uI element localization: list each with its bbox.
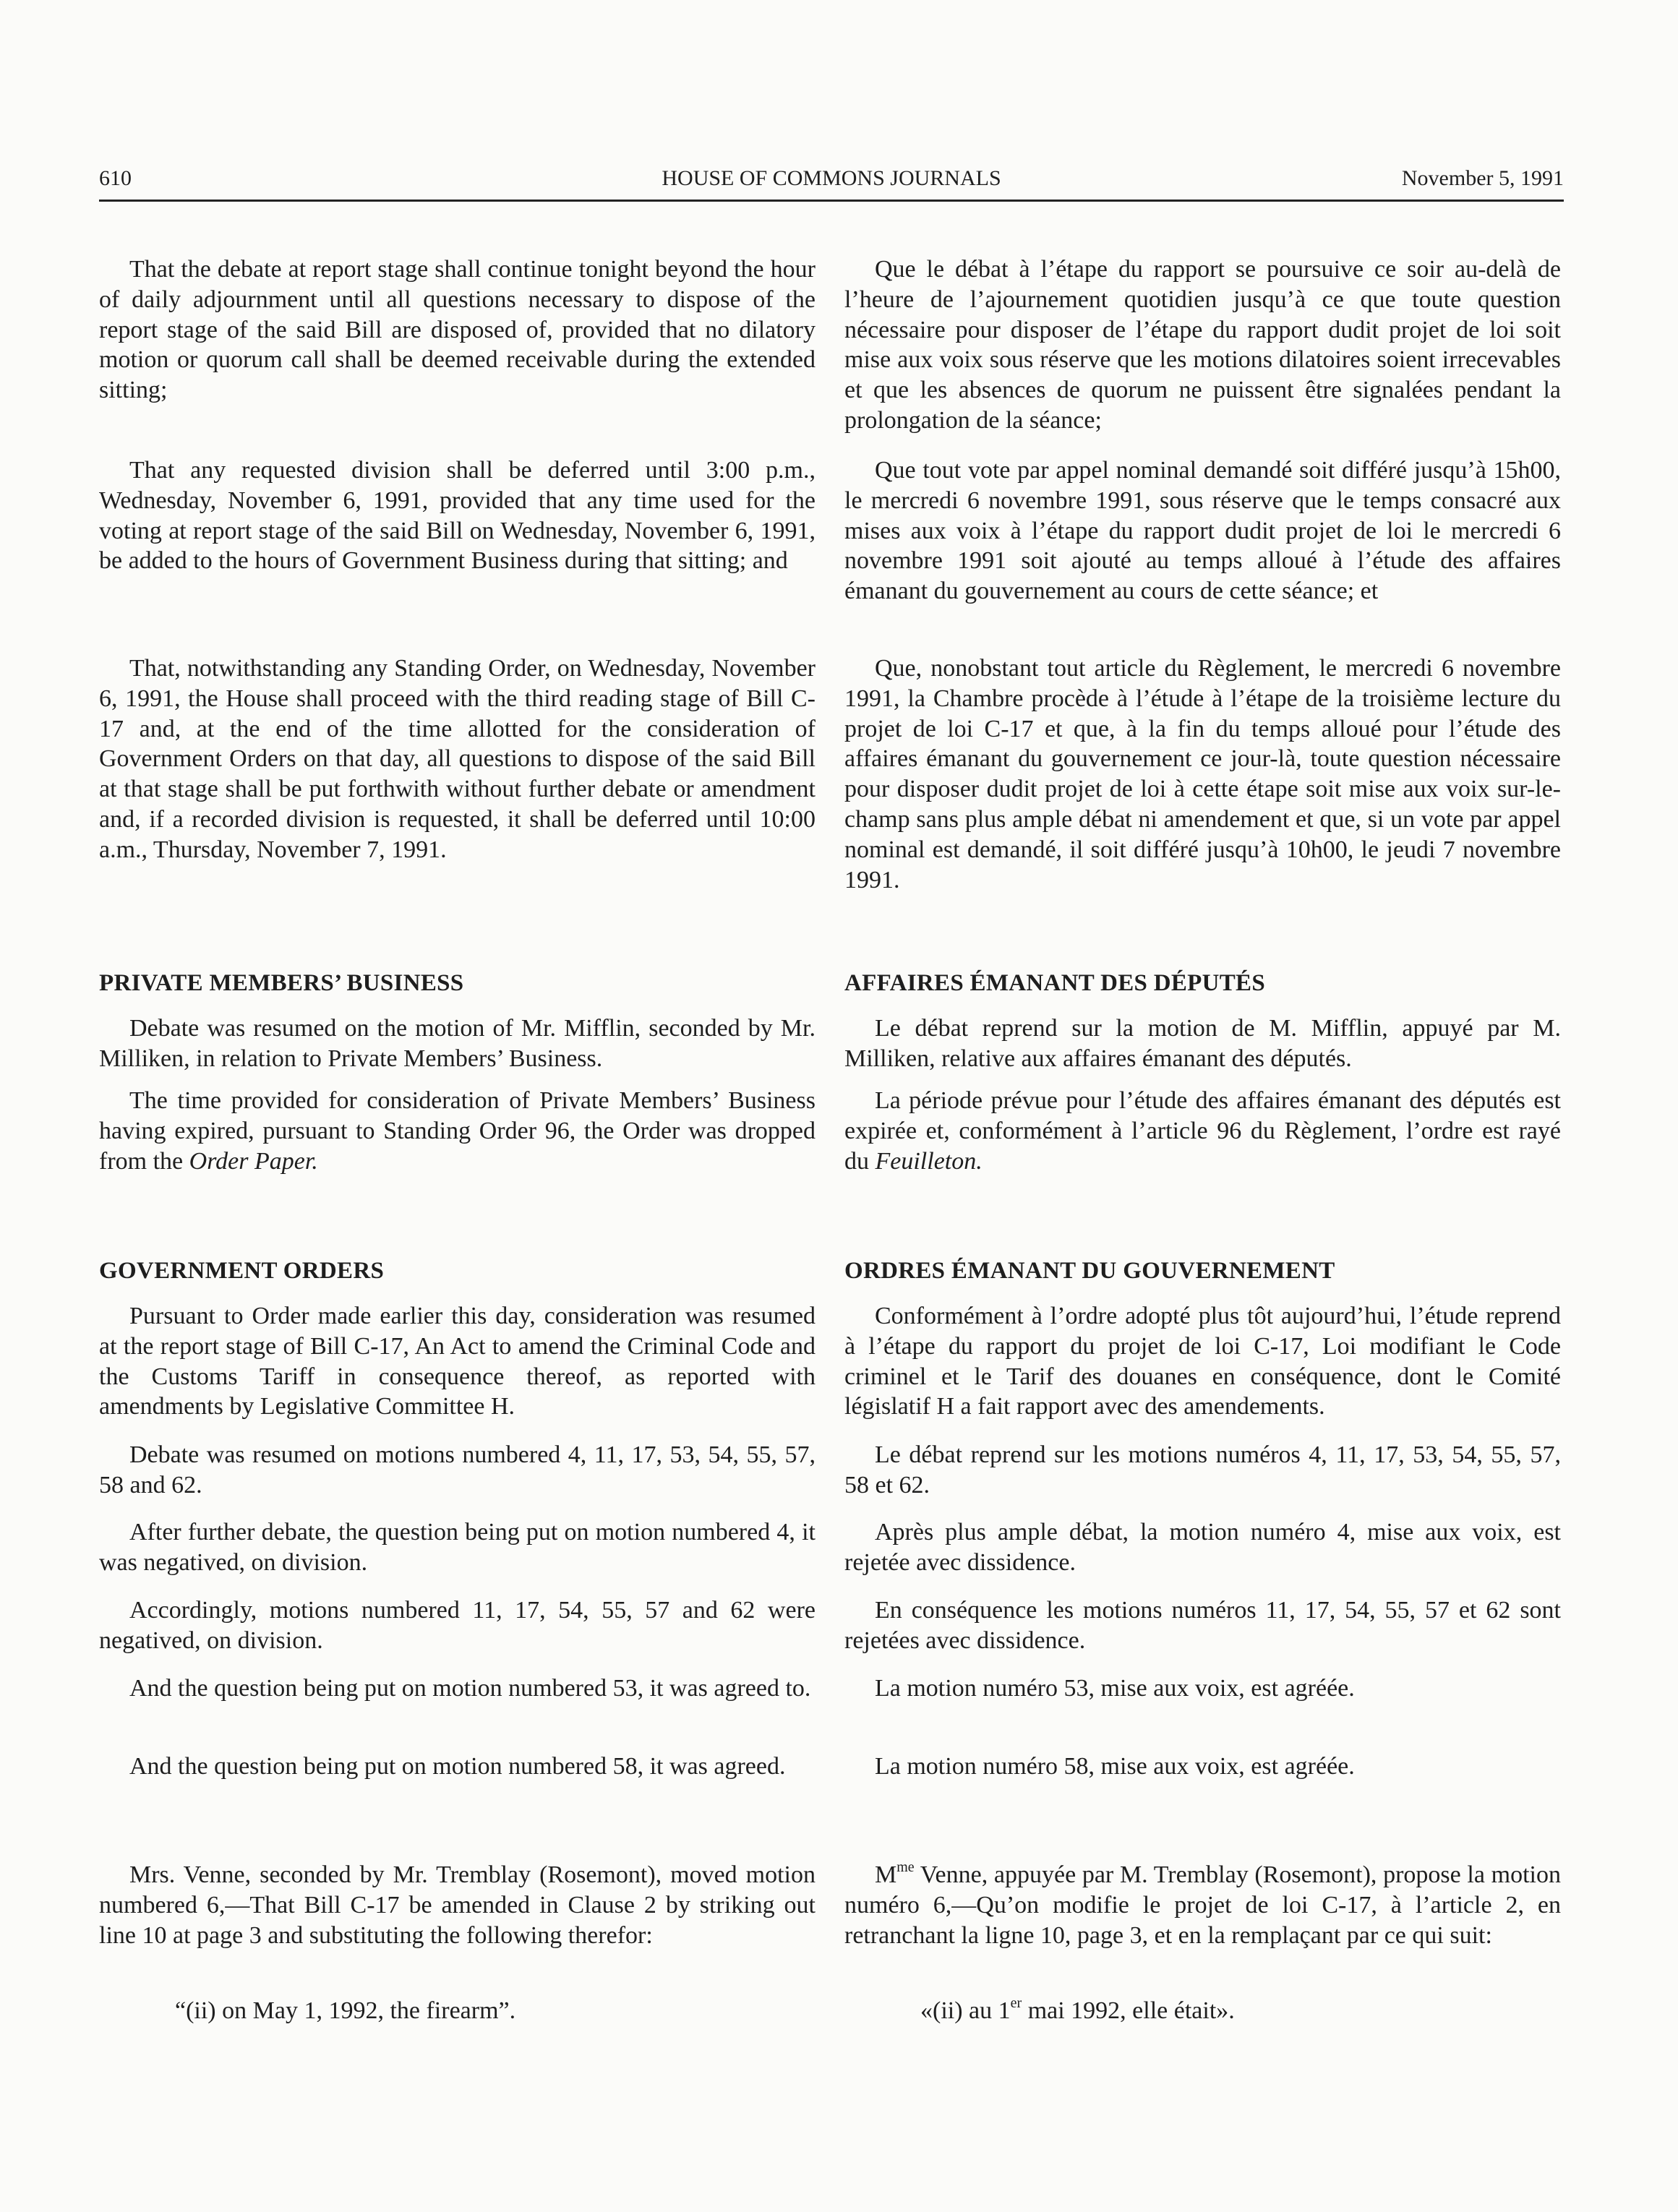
venne-motion-text-fr: Venne, appuyée par M. Tremblay (Rosemont), propose la motion numéro 6,—Qu’on modifie le projet de loi C-17, à l’article 2, en retranchant la ligne 10, page 3, et en la remplaçant par ce qui suit: [844, 1861, 1561, 1949]
journal-title: HOUSE OF COMMONS JOURNALS [662, 166, 1001, 190]
section-heading-government-orders-fr: ORDRES ÉMANANT DU GOUVERNEMENT [844, 1258, 1335, 1284]
title-superscript: me [896, 1859, 915, 1875]
gov-motion53-paragraph-fr: La motion numéro 53, mise aux voix, est agréée. [875, 1675, 1355, 1702]
quote-superscript: er [1010, 1995, 1022, 2011]
title-m: M [875, 1861, 897, 1888]
gov-motion53-paragraph: And the question being put on motion numbered 53, it was agreed to. [129, 1675, 811, 1702]
gov-motion58-paragraph: And the question being put on motion numbered 58, it was agreed. [129, 1753, 786, 1780]
running-header [99, 163, 1564, 202]
section-heading-private-members: PRIVATE MEMBERS’ BUSINESS [99, 970, 464, 996]
order-paper-title: Order Paper. [189, 1147, 318, 1175]
amendment-quote-fr [920, 1996, 1235, 2026]
header-date: November 5, 1991 [1401, 166, 1564, 190]
section-heading-private-members-fr: AFFAIRES ÉMANANT DES DÉPUTÉS [844, 970, 1266, 996]
gov-motion4-paragraph-fr: Après plus ample débat, la motion numéro 4, mise aux voix, est rejetée avec dissidence. [844, 1519, 1561, 1576]
third-reading-paragraph: That, notwithstanding any Standing Order, on Wednesday, November 6, 1991, the House shall proceed with the third reading stage of Bill C-17 and, at the end of the time allotted for the consideration of Government Orders on that day, all questions to dispose of the said Bill at that stage shall be put forthwith without further debate or amendment and, if a recorded division is requested, it shall be deferred until 10:00 a.m., Thursday, November 7, 1991. [99, 655, 816, 863]
pmb-debate-paragraph: Debate was resumed on the motion of Mr. Mifflin, seconded by Mr. Milliken, in relation to Private Members’ Business. [99, 1015, 816, 1072]
section-heading-government-orders: GOVERNMENT ORDERS [99, 1258, 385, 1284]
report-stage-paragraph-fr: Que le débat à l’étape du rapport se poursuive ce soir au-delà de l’heure de l’ajournement quotidien jusqu’à ce que toute question nécessaire pour disposer de l’étape du rapport dudit projet de loi soit mise aux voix sous réserve que les motions dilatoires soient irrecevables et que les absences de quorum ne puissent être signalées pendant la prolongation de la séance; [844, 256, 1561, 434]
pmb-debate-paragraph-fr: Le débat reprend sur la motion de M. Mifflin, appuyé par M. Milliken, relative aux affaires émanant des députés. [844, 1015, 1561, 1072]
pmb-expired-paragraph [99, 1086, 816, 1176]
pmb-expired-paragraph-fr [844, 1086, 1561, 1176]
report-stage-paragraph: That the debate at report stage shall continue tonight beyond the hour of daily adjournment until all questions necessary to dispose of the report stage of the said Bill are disposed of, provided that no dilatory motion or quorum call shall be deemed receivable during the extended sitting; [99, 256, 816, 404]
gov-resumed-paragraph-fr: Conformément à l’ordre adopté plus tôt aujourd’hui, l’étude reprend à l’étape du rapport du projet de loi C-17, Loi modifiant le Code criminel et le Tarif des douanes en conséquence, dont le Comité législatif H a fait rapport avec des amendements. [844, 1303, 1561, 1420]
quote-part-2: mai 1992, elle était». [1022, 1997, 1235, 2024]
venne-motion-paragraph: Mrs. Venne, seconded by Mr. Tremblay (Rosemont), moved motion numbered 6,—That Bill C-17 be amended in Clause 2 by striking out line 10 at page 3 and substituting the following therefor: [99, 1861, 816, 1949]
gov-motion4-paragraph: After further debate, the question being put on motion numbered 4, it was negatived, on division. [99, 1519, 816, 1576]
gov-motions-paragraph-fr: Le débat reprend sur les motions numéros 4, 11, 17, 53, 54, 55, 57, 58 et 62. [844, 1441, 1561, 1499]
third-reading-paragraph-fr: Que, nonobstant tout article du Règlement, le mercredi 6 novembre 1991, la Chambre procède à l’étude à l’étape de la troisième lecture du projet de loi C-17 et que, à la fin du temps alloué pour l’étude des affaires émanant du gouvernement ce jour-là, toute question nécessaire pour disposer dudit projet de loi à cette étape soit mise aux voix sur-le-champ sans plus ample débat ni amendement et que, si un vote par appel nominal est demandé, il soit différé jusqu’à 10h00, le jeudi 7 novembre 1991. [844, 655, 1561, 893]
gov-motions-paragraph: Debate was resumed on motions numbered 4, 11, 17, 53, 54, 55, 57, 58 and 62. [99, 1441, 816, 1499]
page-number: 610 [99, 166, 132, 190]
gov-motion58-paragraph-fr: La motion numéro 58, mise aux voix, est agréée. [875, 1753, 1355, 1780]
amendment-quote: “(ii) on May 1, 1992, the firearm”. [175, 1997, 516, 2024]
gov-negatived-paragraph-fr: En conséquence les motions numéros 11, 17, 54, 55, 57 et 62 sont rejetées avec dissidence. [844, 1597, 1561, 1654]
feuilleton-title: Feuilleton. [875, 1147, 983, 1175]
pmb-expired-text-fr: La période prévue pour l’étude des affaires émanant des députés est expirée et, conformément à l’article 96 du Règlement, l’ordre est rayé du [844, 1087, 1561, 1175]
gov-resumed-paragraph: Pursuant to Order made earlier this day, consideration was resumed at the report stage of Bill C-17, An Act to amend the Criminal Code and the Customs Tariff in consequence thereof, as reported with amendments by Legislative Committee H. [99, 1303, 816, 1420]
quote-part-1: «(ii) au 1 [920, 1997, 1011, 2024]
gov-negatived-paragraph: Accordingly, motions numbered 11, 17, 54, 55, 57 and 62 were negatived, on division. [99, 1597, 816, 1654]
deferred-division-paragraph: That any requested division shall be deferred until 3:00 p.m., Wednesday, November 6, 1991, provided that any time used for the voting at report stage of the said Bill on Wednesday, November 6, 1991, be added to the hours of Government Business during that sitting; and [99, 457, 816, 575]
pmb-expired-text: The time provided for consideration of Private Members’ Business having expired, pursuant to Standing Order 96, the Order was dropped from the [99, 1087, 816, 1175]
venne-motion-paragraph-fr [844, 1860, 1561, 1950]
deferred-division-paragraph-fr: Que tout vote par appel nominal demandé soit différé jusqu’à 15h00, le mercredi 6 novembre 1991, sous réserve que le temps consacré aux mises aux voix à l’étape du rapport dudit projet de loi le mercredi 6 novembre 1991 soit ajouté au temps alloué à l’étude des affaires émanant du gouvernement au cours de cette séance; et [844, 457, 1561, 605]
